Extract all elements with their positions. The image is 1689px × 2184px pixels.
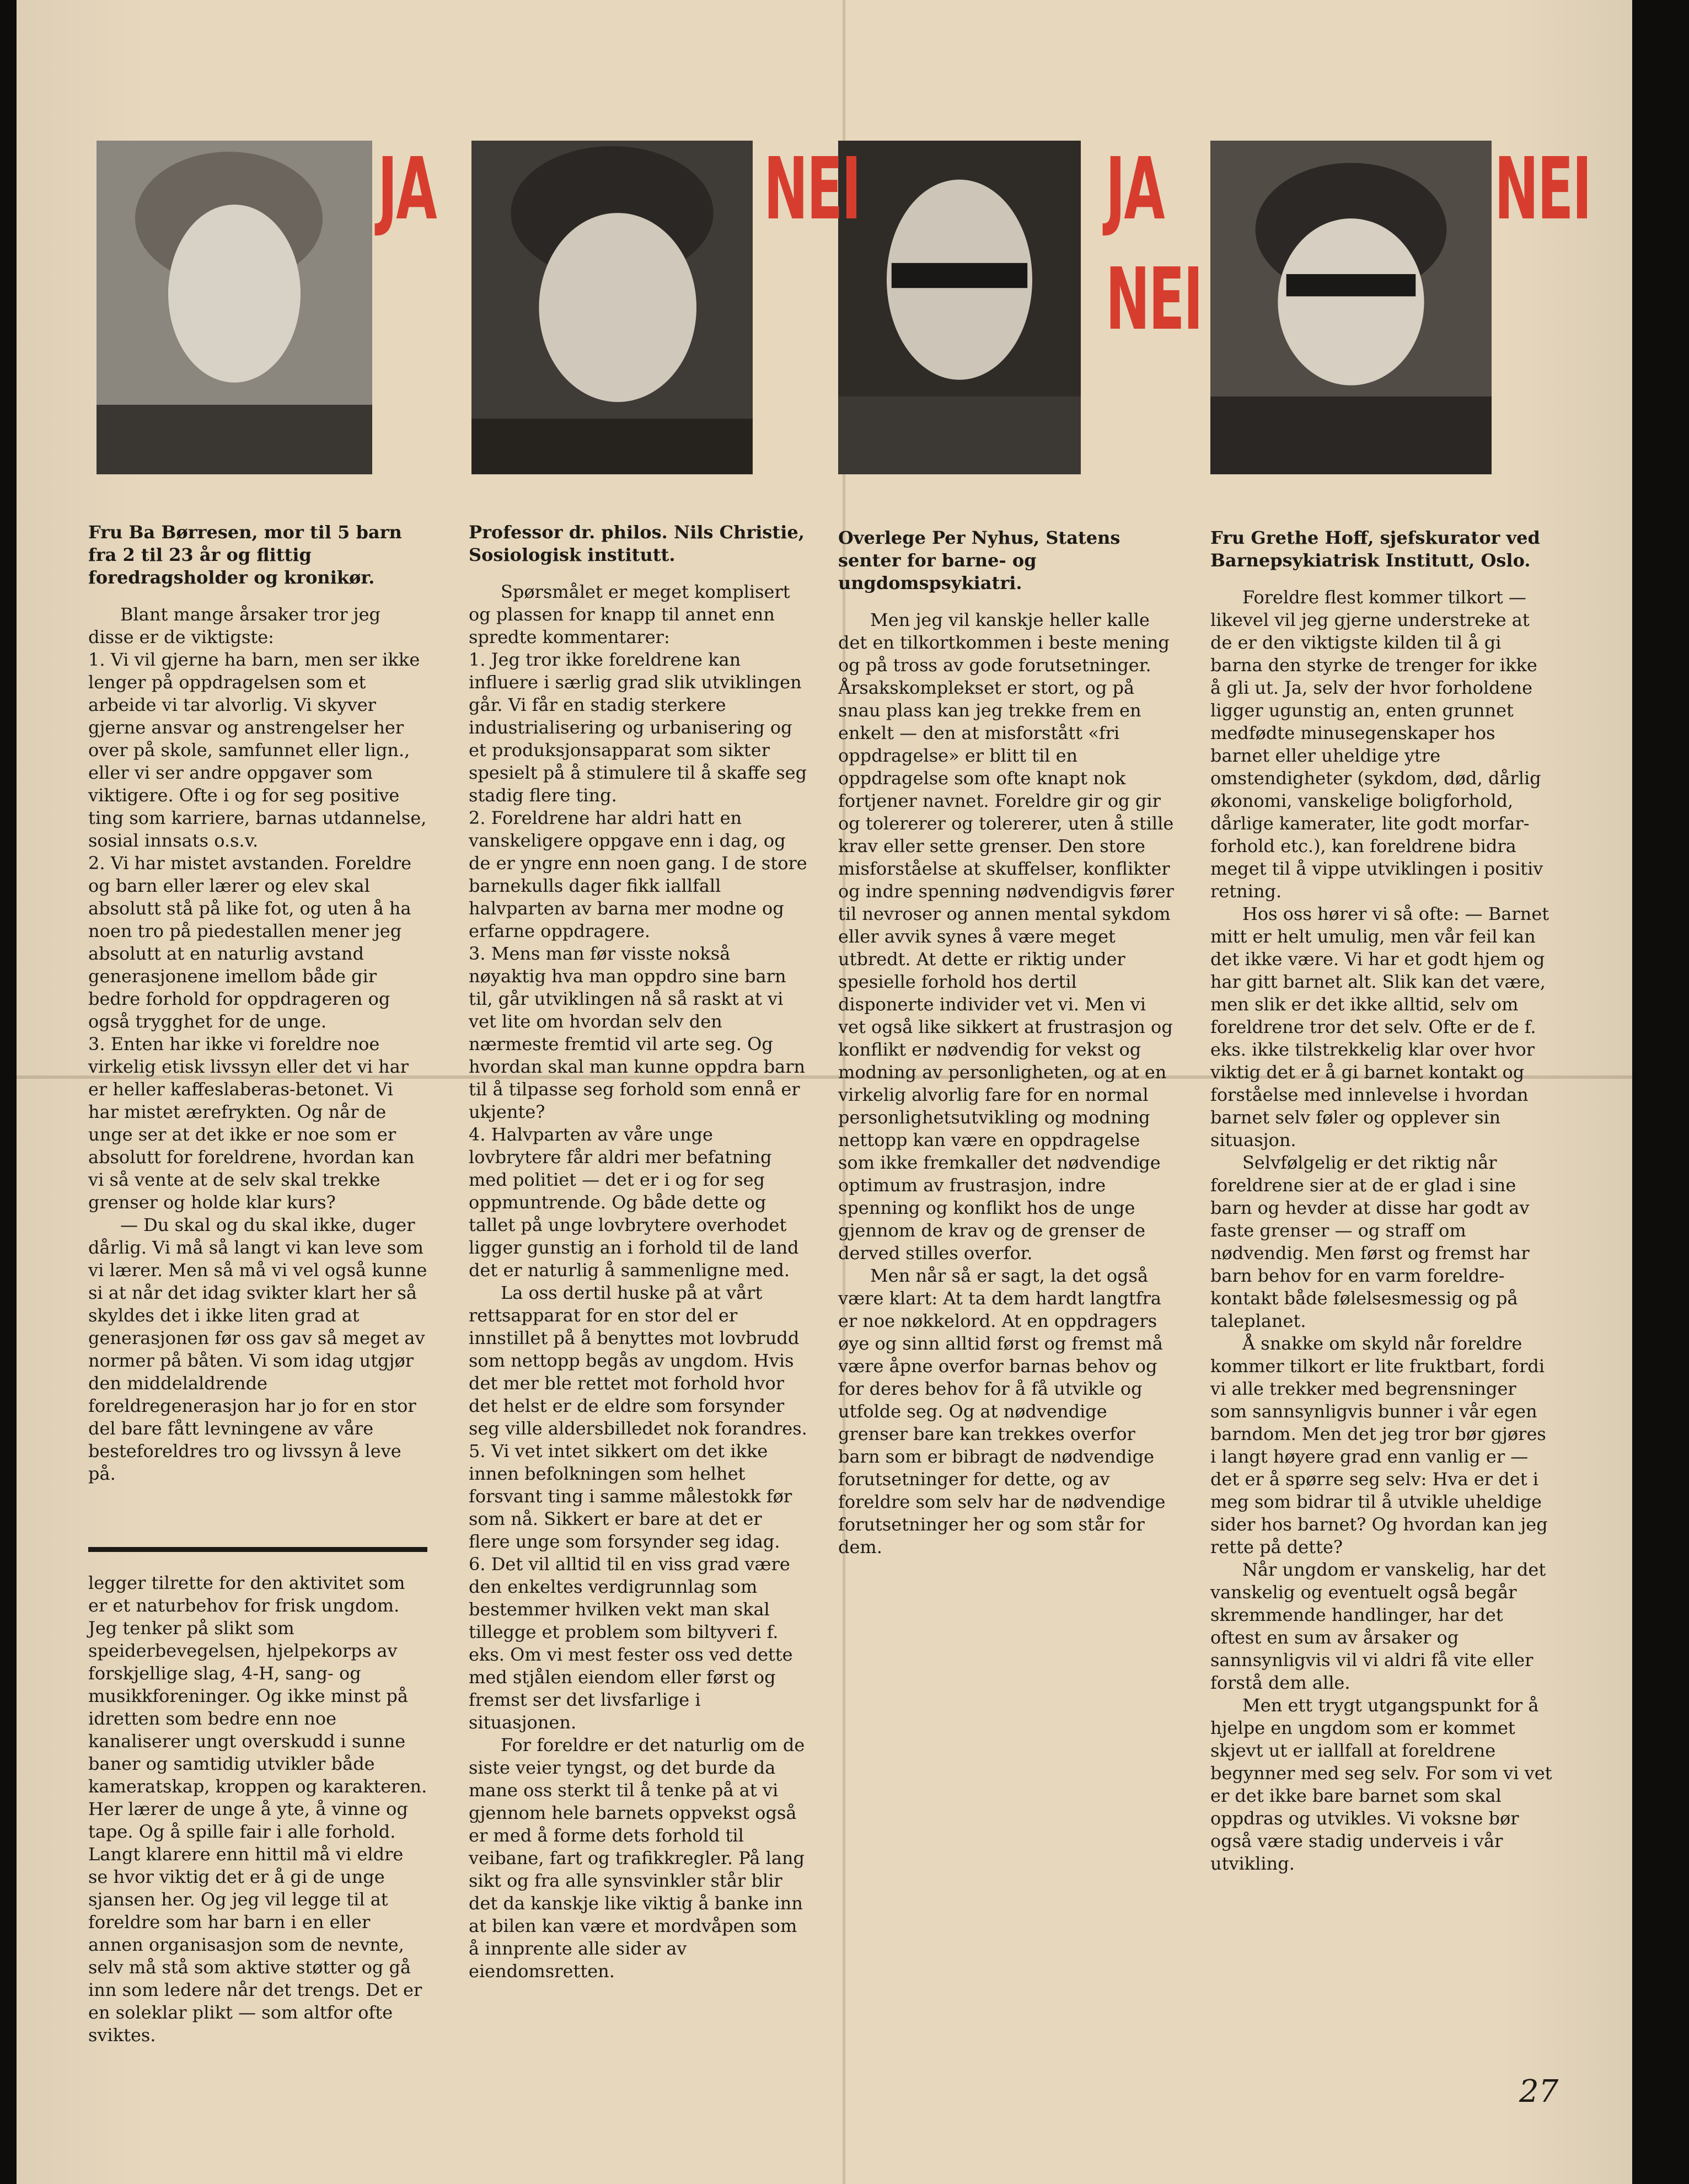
paragraph: For foreldre er det naturlig om de siste veier tyngst, og det burde da mane oss sterkt til å tenke på at vi gjennom hele barnets oppvekst også er med å forme dets forhold til veibane, fart og trafikkregler. På lang sikt og fra alle synsvinkler står blir det da kanskje like viktig å banke inn at bilen kan være et mordvåpen som å innprente alle sider av eiendomsretten. bbox=[469, 1735, 805, 1982]
paragraph: 2. Vi har mistet avstanden. Foreldre og barn eller lærer og elev skal absolutt stå på like fot, og uten å ha noen tro på piedestallen mener jeg absolutt at en naturlig avstand generasjonene imellom både gir bedre forhold for oppdrageren og også trygghet for de unge. bbox=[88, 853, 412, 1032]
column-borresen bbox=[88, 521, 427, 1485]
answer-mark-nei-2: NEI bbox=[764, 139, 860, 239]
byline: Fru Ba Børresen, mor til 5 barn fra 2 til 23 år og flittig foredragsholder og kronikør. bbox=[88, 522, 402, 588]
paragraph: Å snakke om skyld når foreldre kommer tilkort er lite fruktbart, fordi vi alle trekker med begrensninger som sannsynligvis bunner i vår egen barndom. Men det jeg tror bør gjøres i langt høyere grad enn vanlig er — det er å spørre seg selv: Hva er det i meg som bidrar til å utvikle uheldige sider hos barnet? Og hvordan kan jeg rette på dette? bbox=[1210, 1333, 1548, 1557]
paragraph: Foreldre flest kommer tilkort — likevel vil jeg gjerne understreke at de er den viktigste kilden til å gi barna den styrke de trenger for ikke å gli ut. Ja, selv der hvor forholdene ligger ugunstig an, enten grunnet medfødte minusegenskaper hos barnet eller uheldige ytre omstendigheter (sykdom, død, dårlig økonomi, vanskelige boligforhold, dårlige kamerater, lite godt morfar-forhold etc.), kan foreldrene bidra meget til å vippe utviklingen i positiv retning. bbox=[1210, 587, 1543, 902]
portrait-photo-christie bbox=[471, 141, 753, 474]
portrait-photo-nyhus bbox=[838, 141, 1081, 474]
paragraph: 1. Jeg tror ikke foreldrene kan influere i særlig grad slik utviklingen går. Vi får en stadig sterkere industrialisering og urbanisering og et produksjonsapparat som sikter spesielt på å stimulere til å skaffe seg stadig flere ting. bbox=[469, 649, 807, 806]
column-christie bbox=[469, 521, 808, 1983]
paragraph: 2. Foreldrene har aldri hatt en vanskeligere oppgave enn i dag, og de er yngre enn noen gang. I de store barnekulls dager fikk iallfall halvparten av barna mer modne og erfarne oppdragere. bbox=[469, 807, 807, 941]
column-borresen-continued bbox=[88, 1572, 427, 2047]
answer-mark-nei-4: NEI bbox=[1494, 139, 1591, 239]
paragraph: Men jeg vil kanskje heller kalle det en tilkortkommen i beste mening og på tross av gode forutsetninger. Årsakskomplekset er stort, og på snau plass kan jeg trekke frem en enkelt — den at misforstått «fri oppdragelse» er blitt til en oppdragelse som ofte knapt nok fortjener navnet. Foreldre gir og gir og tolererer og tolererer, uten å stille krav eller sette grenser. Den store misforståelse at skuffelser, konflikter og indre spenning nødvendigvis fører til nevroser og annen mental sykdom eller avvik synes å være meget utbredt. At dette er riktig under spesielle forhold hos dertil disponerte individer vet vi. Men vi vet også like sikkert at frustrasjon og konflikt er nødvendig for vekst og modning av personligheten, og at en virkelig alvorlig fare for en normal personlighetsutvikling og modning nettopp kan være en oppdragelse som ikke fremkaller det nødvendige optimum av frustrasjon, indre spenning og konflikt hos de unge gjennom de krav og de grenser de derved stilles overfor. bbox=[838, 609, 1174, 1264]
portrait-photo-hoff bbox=[1210, 141, 1492, 474]
paragraph: Blant mange årsaker tror jeg disse er de viktigste: bbox=[88, 604, 380, 647]
column-divider-rule bbox=[88, 1547, 427, 1552]
byline: Overlege Per Nyhus, Statens senter for barne- og ungdomspsykiatri. bbox=[838, 527, 1120, 593]
paragraph: 4. Halvparten av våre unge lovbrytere får aldri mer befatning med politiet — det er i og for seg oppmuntrende. Og både dette og tallet på unge lovbrytere overhodet ligger gunstig an i forhold til de land det er naturlig å sammenligne med. bbox=[469, 1124, 799, 1281]
byline: Fru Grethe Hoff, sjefskurator ved Barnepsykiatrisk Institutt, Oslo. bbox=[1210, 527, 1540, 571]
paragraph: 1. Vi vil gjerne ha barn, men ser ikke lenger på oppdragelsen som et arbeide vi tar alvorlig. Vi skyver gjerne ansvar og anstrengelser her over på skole, samfunnet eller lign., eller vi ser andre oppgaver som viktigere. Ofte i og for seg positive ting som karriere, barnas utdannelse, sosial innsats o.s.v. bbox=[88, 649, 427, 851]
paragraph: La oss dertil huske på at vårt rettsapparat for en stor del er innstillet på å benyttes mot lovbrudd som nettopp begås av ungdom. Hvis det mer ble rettet mot forhold hvor det helst er de eldre som forsynder seg ville aldersbilledet nok forandres. bbox=[469, 1282, 807, 1439]
column-nyhus bbox=[838, 527, 1177, 1559]
answer-mark-ja-1: JA bbox=[378, 139, 436, 239]
paragraph: — Du skal og du skal ikke, duger dårlig. Vi må så langt vi kan leve som vi lærer. Men så må vi vel også kunne si at når det idag svikter klart her så skyldes det i ikke liten grad at generasjonen før oss gav så meget av normer på båten. Vi som idag utgjør den middelaldrende foreldregenerasjon har jo for en stor del bare fått levningene av våre besteforeldres tro og livssyn å leve på. bbox=[88, 1214, 427, 1484]
paragraph: Men ett trygt utgangspunkt for å hjelpe en ungdom som er kommet skjevt ut er iallfall at foreldrene begynner med seg selv. For som vi vet er det ikke bare barnet som skal oppdras og utvikles. Vi voksne bør også være stadig underveis i vår utvikling. bbox=[1210, 1695, 1552, 1874]
portrait-photo-borresen bbox=[96, 141, 372, 474]
answer-mark-ja-3: JA bbox=[1106, 139, 1164, 239]
byline: Professor dr. philos. Nils Christie, Sosiologisk institutt. bbox=[469, 522, 805, 565]
paragraph: Spørsmålet er meget komplisert og plassen for knapp til annet enn spredte kommentarer: bbox=[469, 581, 790, 647]
paragraph: 6. Det vil alltid til en viss grad være den enkeltes verdigrunnlag som bestemmer hvilken vekt man skal tillegge et problem som biltyveri f. eks. Om vi mest fester oss ved dette med stjålen eiendom eller først og fremst ser det livsfarlige i situasjonen. bbox=[469, 1554, 793, 1733]
paragraph: legger tilrette for den aktivitet som er et naturbehov for frisk ungdom. Jeg tenker på slikt som speiderbevegelsen, hjelpekorps av forskjellige slag, 4-H, sang- og musikkforeninger. Og ikke minst på idretten som bedre enn noe kanaliserer ungt overskudd i sunne baner og samtidig utvikler både kameratskap, kroppen og karakteren. Her lærer de unge å yte, å vinne og tape. Og å spille fair i alle forhold. Langt klarere enn hittil må vi eldre se hvor viktig det er å gi de unge sjansen her. Og jeg vil legge til at foreldre som har barn i en eller annen organisasjon som de nevnte, selv må stå som aktive støtter og gå inn som ledere når det trengs. Det er en soleklar plikt — som altfor ofte sviktes. bbox=[88, 1572, 427, 2046]
paragraph: Selvfølgelig er det riktig når foreldrene sier at de er glad i sine barn og hevder at disse har godt av faste grenser — og straff om nødvendig. Men først og fremst har barn behov for en varm foreldre-kontakt både følelsesmessig og på taleplanet. bbox=[1210, 1152, 1530, 1331]
column-hoff bbox=[1210, 527, 1552, 1875]
page-number: 27 bbox=[1519, 2074, 1559, 2110]
paragraph: Når ungdom er vanskelig, har det vanskelig og eventuelt også begår skremmende handlinger, har det oftest en sum av årsaker og sannsynligvis vil vi aldri få vite eller forstå dem alle. bbox=[1210, 1559, 1546, 1693]
paragraph: Hos oss hører vi så ofte: — Barnet mitt er helt umulig, men vår feil kan det ikke være. Vi har et godt hjem og har gitt barnet alt. Slik kan det være, men slik er det ikke alltid, selv om foreldrene tror det selv. Ofte er de f. eks. ikke tilstrekkelig klar over hvor viktig det er å gi barnet kontakt og forståelse med innlevelse i hvordan barnet selv føler og opplever sin situasjon. bbox=[1210, 903, 1549, 1150]
answer-mark-nei-3: NEI bbox=[1106, 249, 1202, 349]
paragraph: Men når så er sagt, la det også være klart: At ta dem hardt langtfra er noe nøkkelord. At en oppdragers øye og sinn alltid først og fremst må være åpne overfor barnas behov og for deres behov for å få utvikle og utfolde seg. Og at nødvendige grenser bare kan trekkes overfor barn som er bibragt de nødvendige forutsetninger for dette, og av foreldre som selv har de nødvendige forutsetninger her og som står for dem. bbox=[838, 1265, 1166, 1557]
paragraph: 5. Vi vet intet sikkert om det ikke innen befolkningen som helhet forsvant ting i samme målestokk før som nå. Sikkert er bare at det er flere unge som forsynder seg idag. bbox=[469, 1441, 792, 1552]
paragraph: 3. Mens man før visste nokså nøyaktig hva man oppdro sine barn til, går utviklingen nå så raskt at vi vet lite om hvordan selv den nærmeste fremtid vil arte seg. Og hvordan skal man kunne oppdra barn til å tilpasse seg forhold som ennå er ukjente? bbox=[469, 943, 806, 1122]
paragraph: 3. Enten har ikke vi foreldre noe virkelig etisk livssyn eller det vi har er heller kaffeslaberas-betonet. Vi har mistet ærefrykten. Og når de unge ser at det ikke er noe som er absolutt for foreldrene, hvordan kan vi så vente at de selv skal trekke grenser og holde klar kurs? bbox=[88, 1034, 415, 1213]
